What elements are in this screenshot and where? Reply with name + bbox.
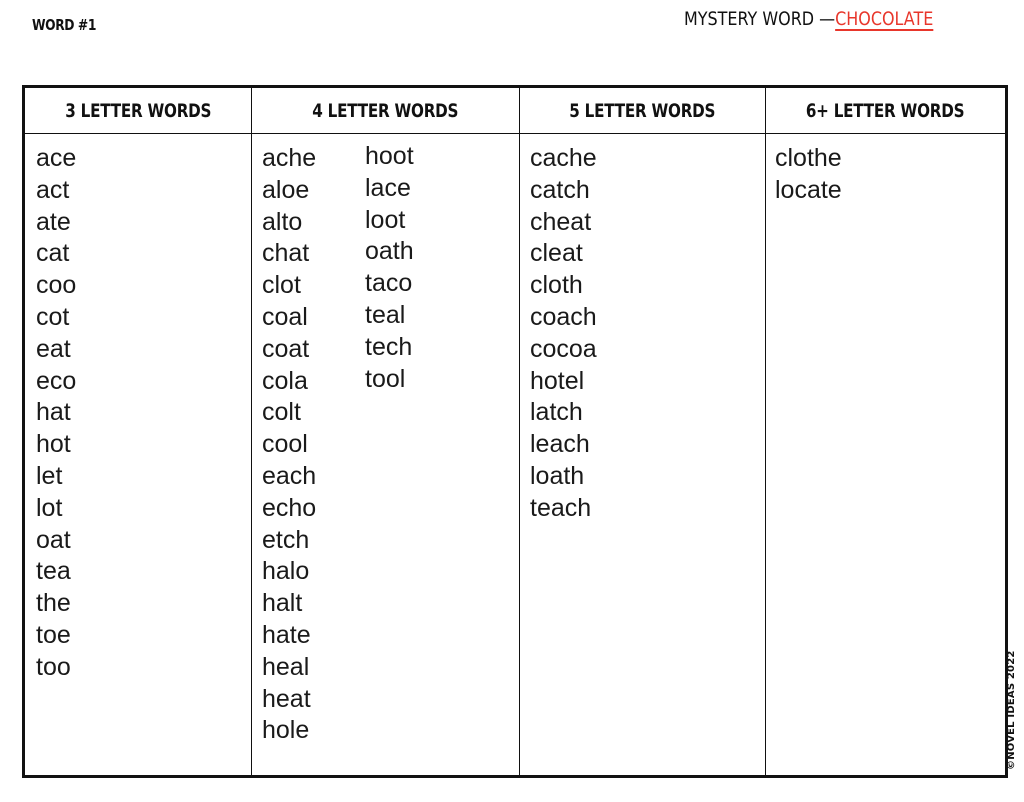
word-item: ate [36, 207, 71, 236]
word-item: lace [365, 173, 411, 202]
word-item: hole [262, 716, 310, 745]
word-item: colt [262, 398, 301, 427]
word-item: coal [262, 302, 308, 331]
word-item: oat [36, 525, 71, 554]
word-item: lot [36, 493, 63, 522]
word-item: heal [262, 652, 310, 681]
column-header-label: 3 LETTER WORDS [65, 99, 211, 122]
word-item: coach [530, 302, 597, 331]
word-item: alto [262, 207, 303, 236]
word-item: tech [365, 332, 413, 361]
word-item: cheat [530, 207, 592, 236]
column-header-label: 4 LETTER WORDS [312, 99, 459, 122]
word-list [262, 143, 316, 747]
word-item: chat [262, 239, 310, 268]
word-list [365, 141, 414, 395]
word-item: ace [36, 144, 77, 172]
word-item: each [262, 461, 317, 490]
word-item: ache [262, 144, 317, 172]
word-item: eat [36, 334, 71, 363]
column-4-letter [251, 88, 519, 775]
column-header-label: 5 LETTER WORDS [569, 99, 716, 122]
word-item: cola [262, 366, 308, 395]
word-item: taco [365, 269, 413, 298]
word-item: act [36, 175, 70, 204]
word-item: cleat [530, 239, 583, 268]
word-number-label: WORD #1 [32, 16, 96, 34]
mystery-word-answer: CHOCOLATE [835, 8, 934, 30]
word-item: aloe [262, 175, 310, 204]
word-item: teach [530, 493, 592, 522]
word-item: halo [262, 557, 310, 586]
word-item: cool [262, 430, 308, 459]
column-header-label: 6+ LETTER WORDS [806, 99, 965, 122]
word-item: tea [36, 557, 71, 586]
word-item: leach [530, 430, 590, 459]
word-item: locate [775, 175, 842, 204]
word-list [36, 143, 76, 684]
word-list [530, 143, 597, 525]
column-header [252, 88, 519, 134]
word-item: eco [36, 366, 77, 395]
word-item: latch [530, 398, 583, 427]
word-item: echo [262, 493, 317, 522]
copyright-notice: ©NOVEL IDEAS 2022 [1006, 650, 1017, 770]
word-item: hotel [530, 366, 585, 395]
word-item: hat [36, 398, 71, 427]
word-item: oath [365, 237, 414, 266]
word-table [22, 85, 1008, 778]
word-item: cache [530, 144, 597, 172]
word-item: cot [36, 302, 70, 331]
word-item: hot [36, 430, 71, 459]
word-item: etch [262, 525, 310, 554]
word-item: too [36, 652, 71, 681]
word-item: hoot [365, 142, 414, 170]
word-item: cloth [530, 271, 583, 300]
word-item: coo [36, 271, 77, 300]
word-list [775, 143, 842, 207]
column-header [25, 88, 251, 134]
column-header [766, 88, 1005, 134]
word-item: loath [530, 461, 585, 490]
column-6-plus-letter [765, 88, 1005, 775]
word-item: heat [262, 684, 311, 713]
word-item: toe [36, 620, 71, 649]
word-item: cocoa [530, 334, 597, 363]
word-item: loot [365, 205, 406, 234]
word-item: tool [365, 364, 406, 393]
mystery-word-label: MYSTERY WORD — [684, 8, 836, 30]
word-item: let [36, 461, 63, 490]
word-item: the [36, 589, 71, 618]
word-item: clothe [775, 144, 842, 172]
mystery-word-heading [684, 8, 933, 30]
column-5-letter [519, 88, 765, 775]
word-item: catch [530, 175, 590, 204]
word-item: coat [262, 334, 310, 363]
word-item: clot [262, 271, 301, 300]
column-3-letter [25, 88, 251, 775]
word-item: halt [262, 589, 303, 618]
column-header [520, 88, 765, 134]
word-item: teal [365, 300, 406, 329]
word-item: cat [36, 239, 70, 268]
word-item: hate [262, 620, 311, 649]
